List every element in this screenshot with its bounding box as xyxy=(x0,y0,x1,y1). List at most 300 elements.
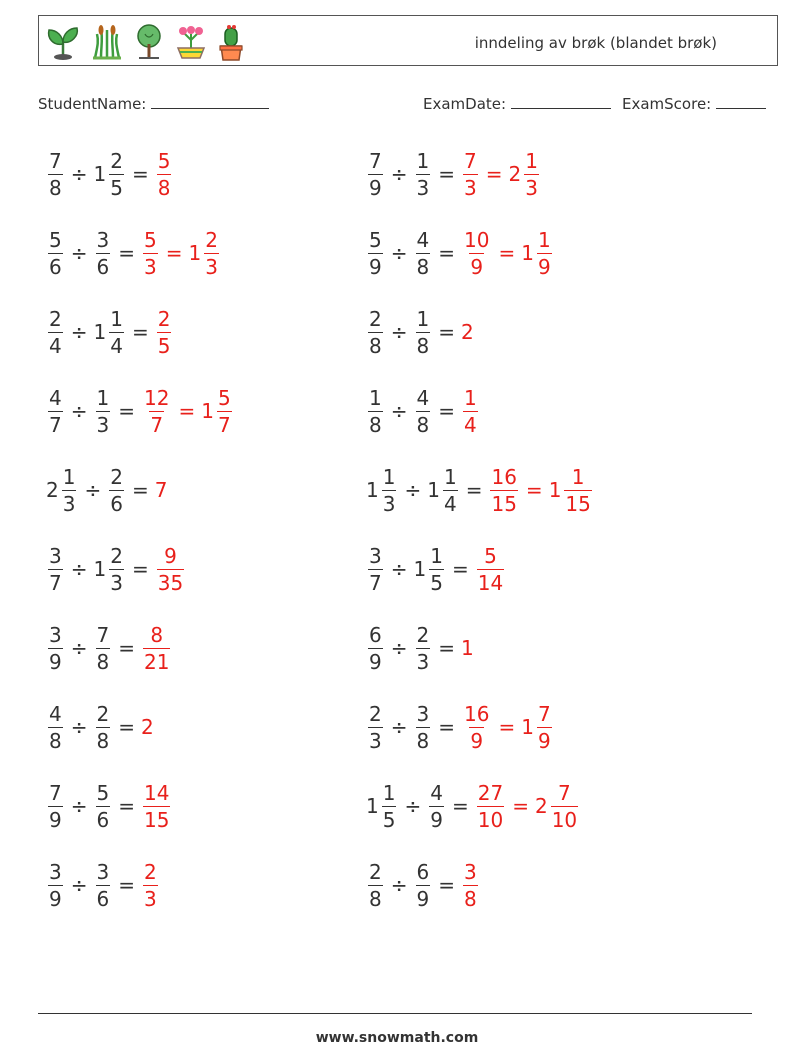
numerator: 7 xyxy=(537,701,551,726)
divide-sign: ÷ xyxy=(70,241,88,265)
divide-sign: ÷ xyxy=(390,241,408,265)
numerator: 2 xyxy=(369,701,382,726)
fraction xyxy=(477,780,504,832)
fraction xyxy=(48,148,63,200)
fraction xyxy=(109,464,124,516)
mixed-number xyxy=(94,622,113,674)
fraction xyxy=(368,701,383,753)
mixed-number xyxy=(366,464,398,516)
whole-part: 1 xyxy=(413,557,427,581)
exam-date-label: ExamDate: xyxy=(423,95,507,113)
mixed-number xyxy=(461,148,480,200)
answer xyxy=(461,385,480,437)
mixed-number xyxy=(46,464,78,516)
denominator: 3 xyxy=(416,649,430,674)
fraction xyxy=(62,464,77,516)
equals-sign: = xyxy=(438,320,455,344)
fraction xyxy=(204,227,219,279)
denominator: 8 xyxy=(369,886,382,911)
mixed-number xyxy=(461,320,475,344)
fraction xyxy=(463,859,478,911)
exam-score-field xyxy=(622,94,766,113)
mixed-number xyxy=(461,701,492,753)
mixed-number xyxy=(46,385,65,437)
problem-17 xyxy=(46,774,172,838)
mixed-number xyxy=(414,622,433,674)
equals-sign: = xyxy=(485,162,503,186)
numerator: 12 xyxy=(144,385,170,410)
denominator: 8 xyxy=(96,649,110,674)
numerator: 10 xyxy=(464,227,490,252)
numerator: 5 xyxy=(217,385,231,410)
mixed-number xyxy=(46,859,65,911)
whole-part: 1 xyxy=(93,162,107,186)
whole-part: 2 xyxy=(46,478,59,502)
numerator: 2 xyxy=(144,859,157,884)
denominator: 4 xyxy=(110,333,123,358)
divide-sign: ÷ xyxy=(70,557,88,581)
equals-sign: = xyxy=(465,478,483,502)
mixed-number xyxy=(366,622,385,674)
answer xyxy=(141,859,160,911)
mixed-number xyxy=(141,859,160,911)
problem-6 xyxy=(366,300,475,364)
fraction xyxy=(143,622,170,674)
numerator: 5 xyxy=(484,543,497,568)
numerator: 7 xyxy=(49,780,62,805)
denominator: 8 xyxy=(49,728,62,753)
denominator: 14 xyxy=(477,570,504,595)
fraction xyxy=(463,701,490,753)
numerator: 7 xyxy=(464,148,477,173)
whole-part: 1 xyxy=(188,241,202,265)
denominator: 9 xyxy=(470,254,484,279)
denominator: 9 xyxy=(49,886,62,911)
denominator: 8 xyxy=(464,886,477,911)
mixed-number xyxy=(46,701,65,753)
numerator: 3 xyxy=(369,543,382,568)
denominator: 8 xyxy=(416,412,430,437)
fraction xyxy=(96,701,111,753)
answer xyxy=(461,227,554,279)
equals-sign: = xyxy=(178,399,196,423)
numerator: 7 xyxy=(49,148,62,173)
denominator: 6 xyxy=(96,254,110,279)
mixed-number xyxy=(414,385,433,437)
problem-9 xyxy=(46,458,168,522)
denominator: 3 xyxy=(369,728,382,753)
answer xyxy=(461,701,554,753)
divide-sign: ÷ xyxy=(70,636,88,660)
fraction xyxy=(368,227,383,279)
whole-part: 1 xyxy=(93,557,107,581)
equals-sign: = xyxy=(438,399,455,423)
fraction xyxy=(416,306,431,358)
numerator: 7 xyxy=(96,622,110,647)
mixed-number xyxy=(46,148,65,200)
denominator: 7 xyxy=(369,570,382,595)
whole-part: 2 xyxy=(534,794,548,818)
whole-part: 2 xyxy=(508,162,522,186)
mixed-number xyxy=(155,306,174,358)
numerator: 1 xyxy=(537,227,551,252)
mixed-number xyxy=(94,385,113,437)
mixed-number xyxy=(548,464,594,516)
fraction xyxy=(416,622,431,674)
fraction xyxy=(416,148,431,200)
mixed-number xyxy=(93,148,126,200)
whole-part: 1 xyxy=(201,399,214,423)
mixed-number xyxy=(366,385,385,437)
problem-8 xyxy=(366,379,480,443)
divide-sign: ÷ xyxy=(390,320,408,344)
numerator: 1 xyxy=(443,464,457,489)
denominator: 5 xyxy=(430,570,443,595)
fraction xyxy=(368,148,383,200)
denominator: 5 xyxy=(382,807,396,832)
equals-sign: = xyxy=(525,478,543,502)
mixed-number xyxy=(508,148,541,200)
denominator: 9 xyxy=(416,886,430,911)
mixed-number xyxy=(413,543,446,595)
problem-7 xyxy=(46,379,234,443)
mixed-number xyxy=(521,227,553,279)
numerator: 2 xyxy=(369,859,382,884)
divide-sign: ÷ xyxy=(70,794,88,818)
fraction xyxy=(551,780,578,832)
numerator: 3 xyxy=(464,859,477,884)
denominator: 5 xyxy=(157,333,171,358)
fraction xyxy=(368,385,383,437)
flower-pot-icon xyxy=(173,22,209,62)
denominator: 10 xyxy=(551,807,578,832)
numerator: 1 xyxy=(110,306,123,331)
mixed-number xyxy=(155,543,186,595)
fraction xyxy=(143,859,158,911)
fraction xyxy=(48,543,63,595)
mixed-number xyxy=(461,385,480,437)
denominator: 3 xyxy=(96,412,110,437)
problem-10 xyxy=(366,458,594,522)
denominator: 6 xyxy=(49,254,62,279)
answer xyxy=(141,227,221,279)
denominator: 8 xyxy=(369,333,382,358)
fraction xyxy=(537,701,552,753)
divide-sign: ÷ xyxy=(390,162,408,186)
numerator: 14 xyxy=(144,780,170,805)
equals-sign: = xyxy=(451,557,469,581)
answer xyxy=(155,478,169,502)
divide-sign: ÷ xyxy=(70,162,88,186)
numerator: 5 xyxy=(157,148,171,173)
mixed-number xyxy=(46,227,65,279)
fraction xyxy=(416,385,431,437)
fraction xyxy=(48,859,63,911)
denominator: 8 xyxy=(369,412,382,437)
numerator: 2 xyxy=(205,227,218,252)
denominator: 3 xyxy=(144,886,157,911)
mixed-number xyxy=(534,780,580,832)
divide-sign: ÷ xyxy=(70,715,88,739)
mixed-number xyxy=(414,148,433,200)
divide-sign: ÷ xyxy=(70,873,88,897)
equals-sign: = xyxy=(165,241,183,265)
problem-19 xyxy=(46,853,160,917)
exam-score-label: ExamScore: xyxy=(622,95,712,113)
numerator: 1 xyxy=(62,464,76,489)
mixed-number xyxy=(414,701,433,753)
denominator: 9 xyxy=(369,254,382,279)
equals-sign: = xyxy=(438,241,455,265)
fraction xyxy=(157,148,172,200)
numerator: 3 xyxy=(49,622,62,647)
fraction xyxy=(157,306,172,358)
fraction xyxy=(382,780,397,832)
mixed-number xyxy=(141,227,160,279)
denominator: 4 xyxy=(464,412,477,437)
denominator: 3 xyxy=(62,491,76,516)
denominator: 9 xyxy=(369,649,382,674)
denominator: 4 xyxy=(49,333,62,358)
exam-date-line[interactable] xyxy=(511,94,611,109)
equals-sign: = xyxy=(118,873,135,897)
divide-sign: ÷ xyxy=(84,478,102,502)
numerator: 3 xyxy=(416,701,430,726)
numerator: 1 xyxy=(464,385,477,410)
mixed-number xyxy=(475,543,506,595)
problem-5 xyxy=(46,300,173,364)
mixed-number xyxy=(141,385,172,437)
fraction xyxy=(416,859,431,911)
fraction xyxy=(109,543,124,595)
denominator: 3 xyxy=(464,175,477,200)
fraction xyxy=(48,385,63,437)
numerator: 2 xyxy=(369,306,382,331)
divide-sign: ÷ xyxy=(390,399,408,423)
denominator: 7 xyxy=(49,412,62,437)
answer xyxy=(141,715,155,739)
equals-sign: = xyxy=(131,557,149,581)
plant-icons xyxy=(43,20,247,64)
denominator: 7 xyxy=(49,570,62,595)
numerator: 1 xyxy=(416,306,430,331)
student-name-line[interactable] xyxy=(151,94,269,109)
denominator: 3 xyxy=(382,491,396,516)
numerator: 1 xyxy=(416,148,430,173)
mixed-number xyxy=(366,148,385,200)
fraction xyxy=(96,859,111,911)
fraction xyxy=(157,543,184,595)
denominator: 3 xyxy=(205,254,218,279)
divide-sign: ÷ xyxy=(390,873,408,897)
denominator: 7 xyxy=(217,412,231,437)
mixed-number xyxy=(94,701,113,753)
denominator: 6 xyxy=(110,491,123,516)
mixed-number xyxy=(94,859,113,911)
numerator: 1 xyxy=(96,385,110,410)
numerator: 2 xyxy=(157,306,171,331)
answer xyxy=(488,464,593,516)
fraction xyxy=(96,622,111,674)
fraction xyxy=(48,306,63,358)
answer xyxy=(155,543,186,595)
fraction xyxy=(463,227,490,279)
fraction xyxy=(217,385,232,437)
fraction xyxy=(143,385,170,437)
mixed-number xyxy=(155,478,169,502)
equals-sign: = xyxy=(438,636,455,660)
numerator: 2 xyxy=(110,543,123,568)
denominator: 15 xyxy=(565,491,591,516)
equals-sign: = xyxy=(131,162,149,186)
numerator: 5 xyxy=(49,227,62,252)
denominator: 8 xyxy=(49,175,62,200)
fraction xyxy=(463,385,478,437)
equals-sign: = xyxy=(118,241,135,265)
numerator: 16 xyxy=(464,701,490,726)
denominator: 5 xyxy=(110,175,123,200)
denominator: 10 xyxy=(477,807,504,832)
mixed-number xyxy=(427,780,446,832)
answer xyxy=(461,320,475,344)
cactus-icon xyxy=(215,22,247,62)
mixed-number xyxy=(427,464,459,516)
problem-20 xyxy=(366,853,480,917)
denominator: 9 xyxy=(537,728,551,753)
problem-1 xyxy=(46,142,173,206)
denominator: 9 xyxy=(49,649,62,674)
numerator: 1 xyxy=(525,148,538,173)
fraction xyxy=(382,464,397,516)
whole-part: 1 xyxy=(427,478,440,502)
fraction xyxy=(96,385,111,437)
numerator: 4 xyxy=(416,385,430,410)
fraction xyxy=(143,780,170,832)
mixed-number xyxy=(155,148,174,200)
numerator: 1 xyxy=(430,543,443,568)
answer xyxy=(141,622,172,674)
whole-part: 1 xyxy=(548,478,562,502)
answer xyxy=(475,780,580,832)
denominator: 8 xyxy=(416,333,430,358)
mixed-number xyxy=(141,715,155,739)
equals-sign: = xyxy=(498,241,516,265)
footer-website: www.snowmath.com xyxy=(315,1030,479,1046)
numerator: 2 xyxy=(416,622,430,647)
fraction xyxy=(48,622,63,674)
numerator: 3 xyxy=(49,859,62,884)
denominator: 21 xyxy=(144,649,170,674)
numerator: 6 xyxy=(416,859,430,884)
numerator: 16 xyxy=(491,464,517,489)
numerator: 9 xyxy=(164,543,177,568)
mixed-number xyxy=(414,306,433,358)
problem-12 xyxy=(366,537,506,601)
fraction xyxy=(48,701,63,753)
numerator: 7 xyxy=(558,780,571,805)
exam-date-field xyxy=(423,94,611,113)
denominator: 9 xyxy=(537,254,551,279)
fraction xyxy=(368,622,383,674)
denominator: 3 xyxy=(144,254,157,279)
denominator: 4 xyxy=(443,491,457,516)
numerator: 2 xyxy=(110,148,123,173)
answer xyxy=(461,859,480,911)
mixed-number xyxy=(461,636,475,660)
divide-sign: ÷ xyxy=(390,715,408,739)
problem-4 xyxy=(366,221,554,285)
mixed-number xyxy=(107,464,126,516)
numerator: 4 xyxy=(49,701,62,726)
numerator: 3 xyxy=(96,859,110,884)
mixed-number xyxy=(201,385,233,437)
numerator: 27 xyxy=(477,780,504,805)
fraction xyxy=(109,148,124,200)
mixed-number xyxy=(94,227,113,279)
answer xyxy=(141,780,172,832)
equals-sign: = xyxy=(131,320,149,344)
problem-3 xyxy=(46,221,221,285)
problem-18 xyxy=(366,774,580,838)
fraction xyxy=(537,227,552,279)
denominator: 8 xyxy=(96,728,110,753)
student-name-label: StudentName: xyxy=(38,95,147,113)
problem-13 xyxy=(46,616,172,680)
mixed-number xyxy=(366,701,385,753)
whole-part: 1 xyxy=(366,478,379,502)
numerator: 1 xyxy=(382,464,396,489)
mixed-number xyxy=(414,227,433,279)
equals-sign: = xyxy=(498,715,516,739)
mixed-number xyxy=(461,227,492,279)
answer xyxy=(155,148,174,200)
denominator: 3 xyxy=(525,175,538,200)
numerator: 1 xyxy=(571,464,585,489)
numerator: 4 xyxy=(49,385,62,410)
numerator: 8 xyxy=(150,622,164,647)
numerator: 5 xyxy=(144,227,157,252)
mixed-number xyxy=(366,306,385,358)
answer xyxy=(461,636,475,660)
mixed-number xyxy=(366,780,398,832)
fraction xyxy=(443,464,458,516)
denominator: 6 xyxy=(96,886,110,911)
numerator: 3 xyxy=(49,543,62,568)
mixed-number xyxy=(188,227,221,279)
problem-11 xyxy=(46,537,186,601)
numerator: 1 xyxy=(382,780,396,805)
answer xyxy=(461,148,541,200)
fraction xyxy=(96,780,111,832)
equals-sign: = xyxy=(512,794,529,818)
denominator: 8 xyxy=(416,728,430,753)
exam-score-line[interactable] xyxy=(716,94,766,109)
equals-sign: = xyxy=(118,715,135,739)
fraction xyxy=(109,306,124,358)
denominator: 9 xyxy=(470,728,484,753)
answer xyxy=(141,385,234,437)
fraction xyxy=(368,543,383,595)
numerator: 2 xyxy=(96,701,110,726)
tree-icon xyxy=(131,22,167,62)
whole-part: 1 xyxy=(366,794,379,818)
denominator: 3 xyxy=(416,175,430,200)
numerator: 4 xyxy=(430,780,443,805)
equals-sign: = xyxy=(118,794,135,818)
mixed-number xyxy=(46,622,65,674)
whole-part: 2 xyxy=(141,715,154,739)
worksheet-header xyxy=(38,15,778,66)
